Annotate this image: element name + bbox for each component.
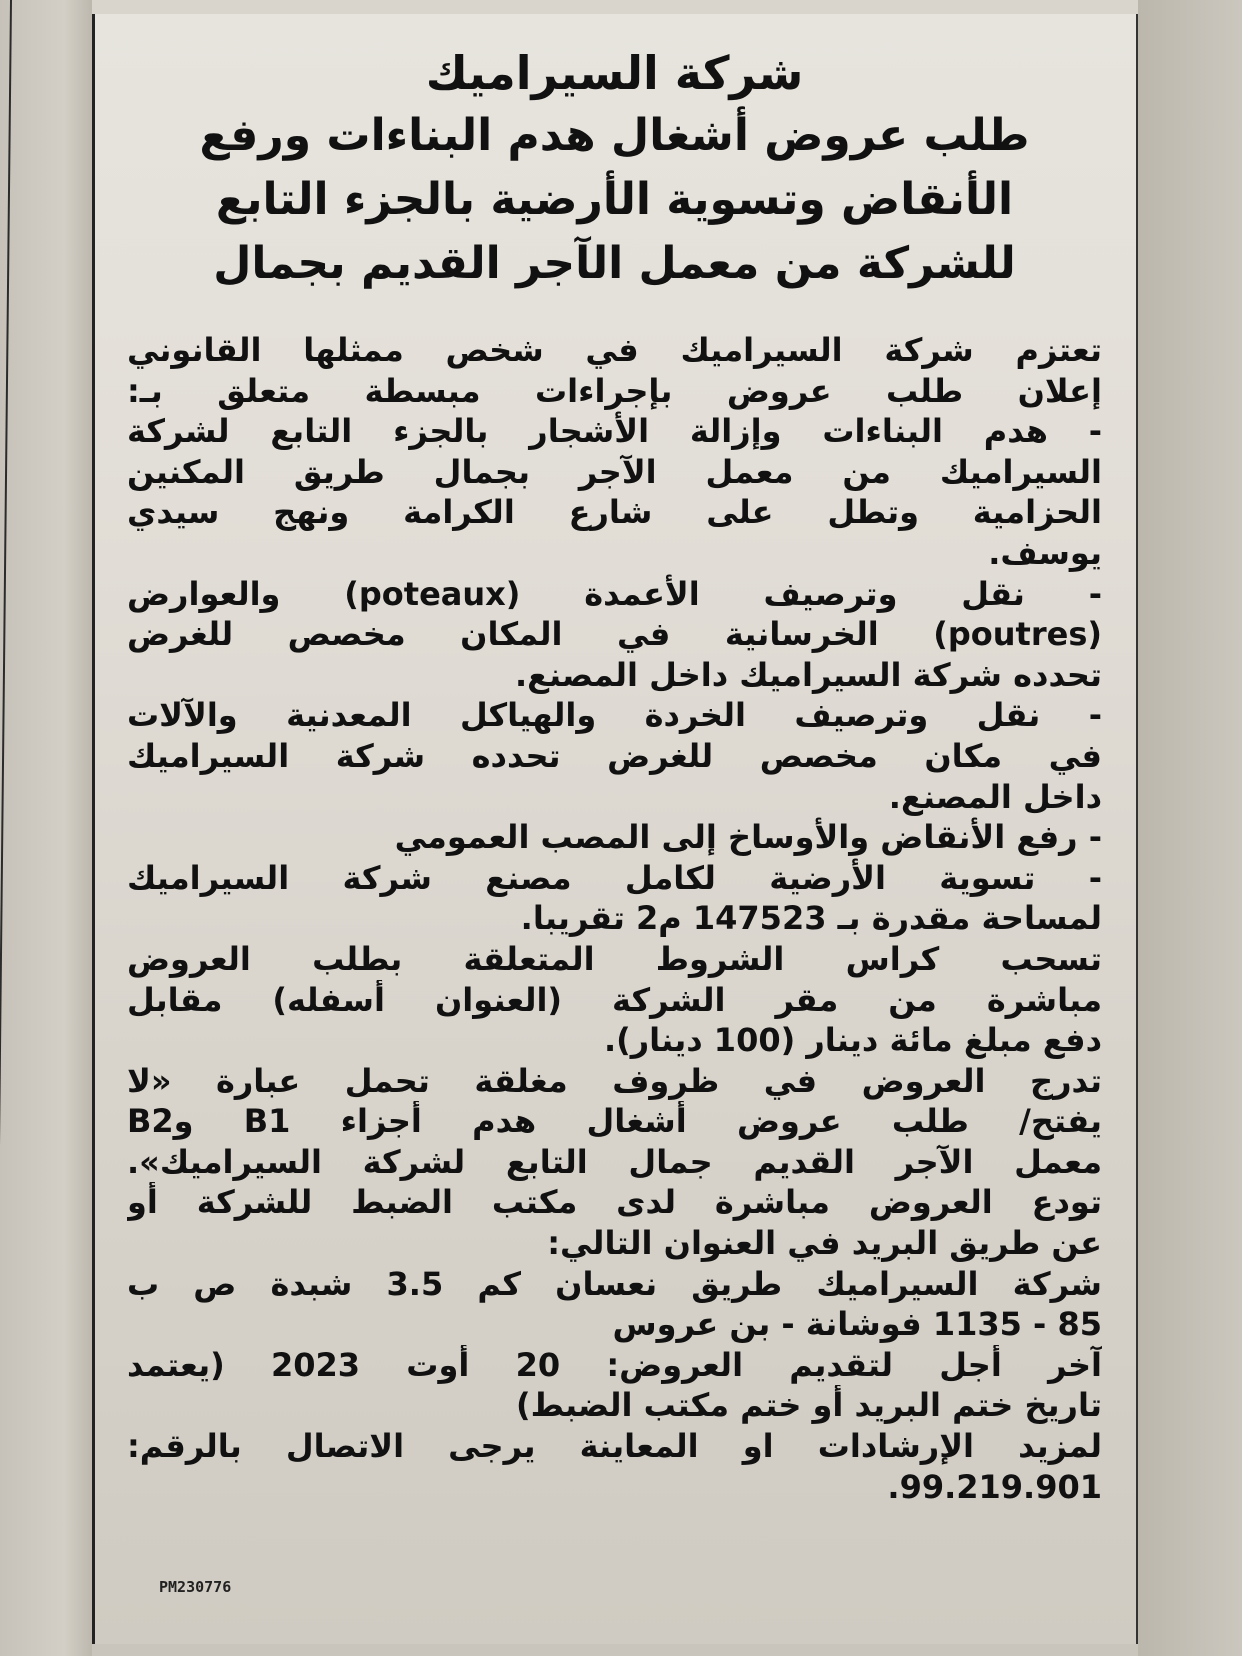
body-line: دفع مبلغ مائة دينار (100 دينار).	[603, 1021, 1102, 1060]
body-line: شركة السيراميك طريق نعسان كم 3.5 شبدة ص ب	[127, 1264, 1102, 1303]
announcement-body	[113, 330, 1116, 1507]
body-line: إعلان طلب عروض بإجراءات مبسطة متعلق بـ:	[127, 371, 1102, 410]
body-line: تاريخ ختم البريد أو ختم مكتب الضبط)	[516, 1386, 1102, 1425]
body-line: 85 - 1135 فوشانة - بن عروس	[612, 1305, 1102, 1344]
adjacent-column	[0, 0, 92, 1656]
body-line: مباشرة من مقر الشركة (العنوان أسفله) مقابل	[127, 980, 1102, 1019]
announcement-title-line-3: للشركة من معمل الآجر القديم بجمال	[213, 238, 1016, 289]
body-line: الحزامية وتطل على شارع الكرامة ونهج سيدي	[127, 493, 1102, 532]
body-line: آخر أجل لتقديم العروض: 20 أوت 2023 (يعتمد	[127, 1345, 1102, 1384]
body-line: لمساحة مقدرة بـ 147523 م2 تقريبا.	[520, 899, 1102, 938]
phone-number: 99.219.901.	[887, 1467, 1102, 1506]
body-line: تودع العروض مباشرة لدى مكتب الضبط للشركة أو	[127, 1183, 1102, 1222]
body-line: السيراميك من معمل الآجر بجمال طريق المكنين	[127, 452, 1102, 491]
body-line: تحدده شركة السيراميك داخل المصنع.	[514, 655, 1102, 694]
announcement-title-line-1: طلب عروض أشغال هدم البناءات ورفع	[199, 110, 1030, 161]
body-line: لمزيد الإرشادات او المعاينة يرجى الاتصال بالرقم:	[127, 1427, 1102, 1466]
company-name: شركة السيراميك	[425, 46, 804, 100]
announcement-content	[113, 42, 1116, 1624]
tender-announcement	[92, 14, 1138, 1644]
announcement-title-line-2: الأنقاض وتسوية الأرضية بالجزء التابع	[215, 174, 1014, 225]
body-line: - هدم البناءات وإزالة الأشجار بالجزء التابع لشركة	[127, 412, 1102, 451]
body-line: تسحب كراس الشروط المتعلقة بطلب العروض	[127, 939, 1102, 978]
column-rule	[0, 0, 12, 1656]
body-line: في مكان مخصص للغرض تحدده شركة السيراميك	[127, 736, 1102, 775]
body-line: تدرج العروض في ظروف مغلقة تحمل عبارة «لا	[127, 1061, 1102, 1100]
reference-code: PM230776	[159, 1578, 232, 1596]
body-line: داخل المصنع.	[888, 777, 1102, 816]
body-line: - نقل وترصيف الأعمدة (poteaux) والعوارض	[127, 574, 1102, 613]
body-line: معمل الآجر القديم جمال التابع لشركة السيراميك».	[127, 1142, 1102, 1181]
page-margin	[1138, 0, 1242, 1656]
body-line: عن طريق البريد في العنوان التالي:	[547, 1224, 1102, 1263]
body-line: (poutres) الخرسانية في المكان مخصص للغرض	[127, 615, 1102, 654]
body-line: - رفع الأنقاض والأوساخ إلى المصب العمومي	[394, 818, 1102, 857]
body-line: - تسوية الأرضية لكامل مصنع شركة السيراميك	[127, 858, 1102, 897]
body-line: - نقل وترصيف الخردة والهياكل المعدنية والآلات	[127, 696, 1102, 735]
body-line: يوسف.	[988, 533, 1102, 572]
body-line: تعتزم شركة السيراميك في شخص ممثلها القانوني	[127, 331, 1102, 369]
body-line: يفتح/ طلب عروض أشغال هدم أجزاء B1 وB2	[127, 1102, 1102, 1141]
